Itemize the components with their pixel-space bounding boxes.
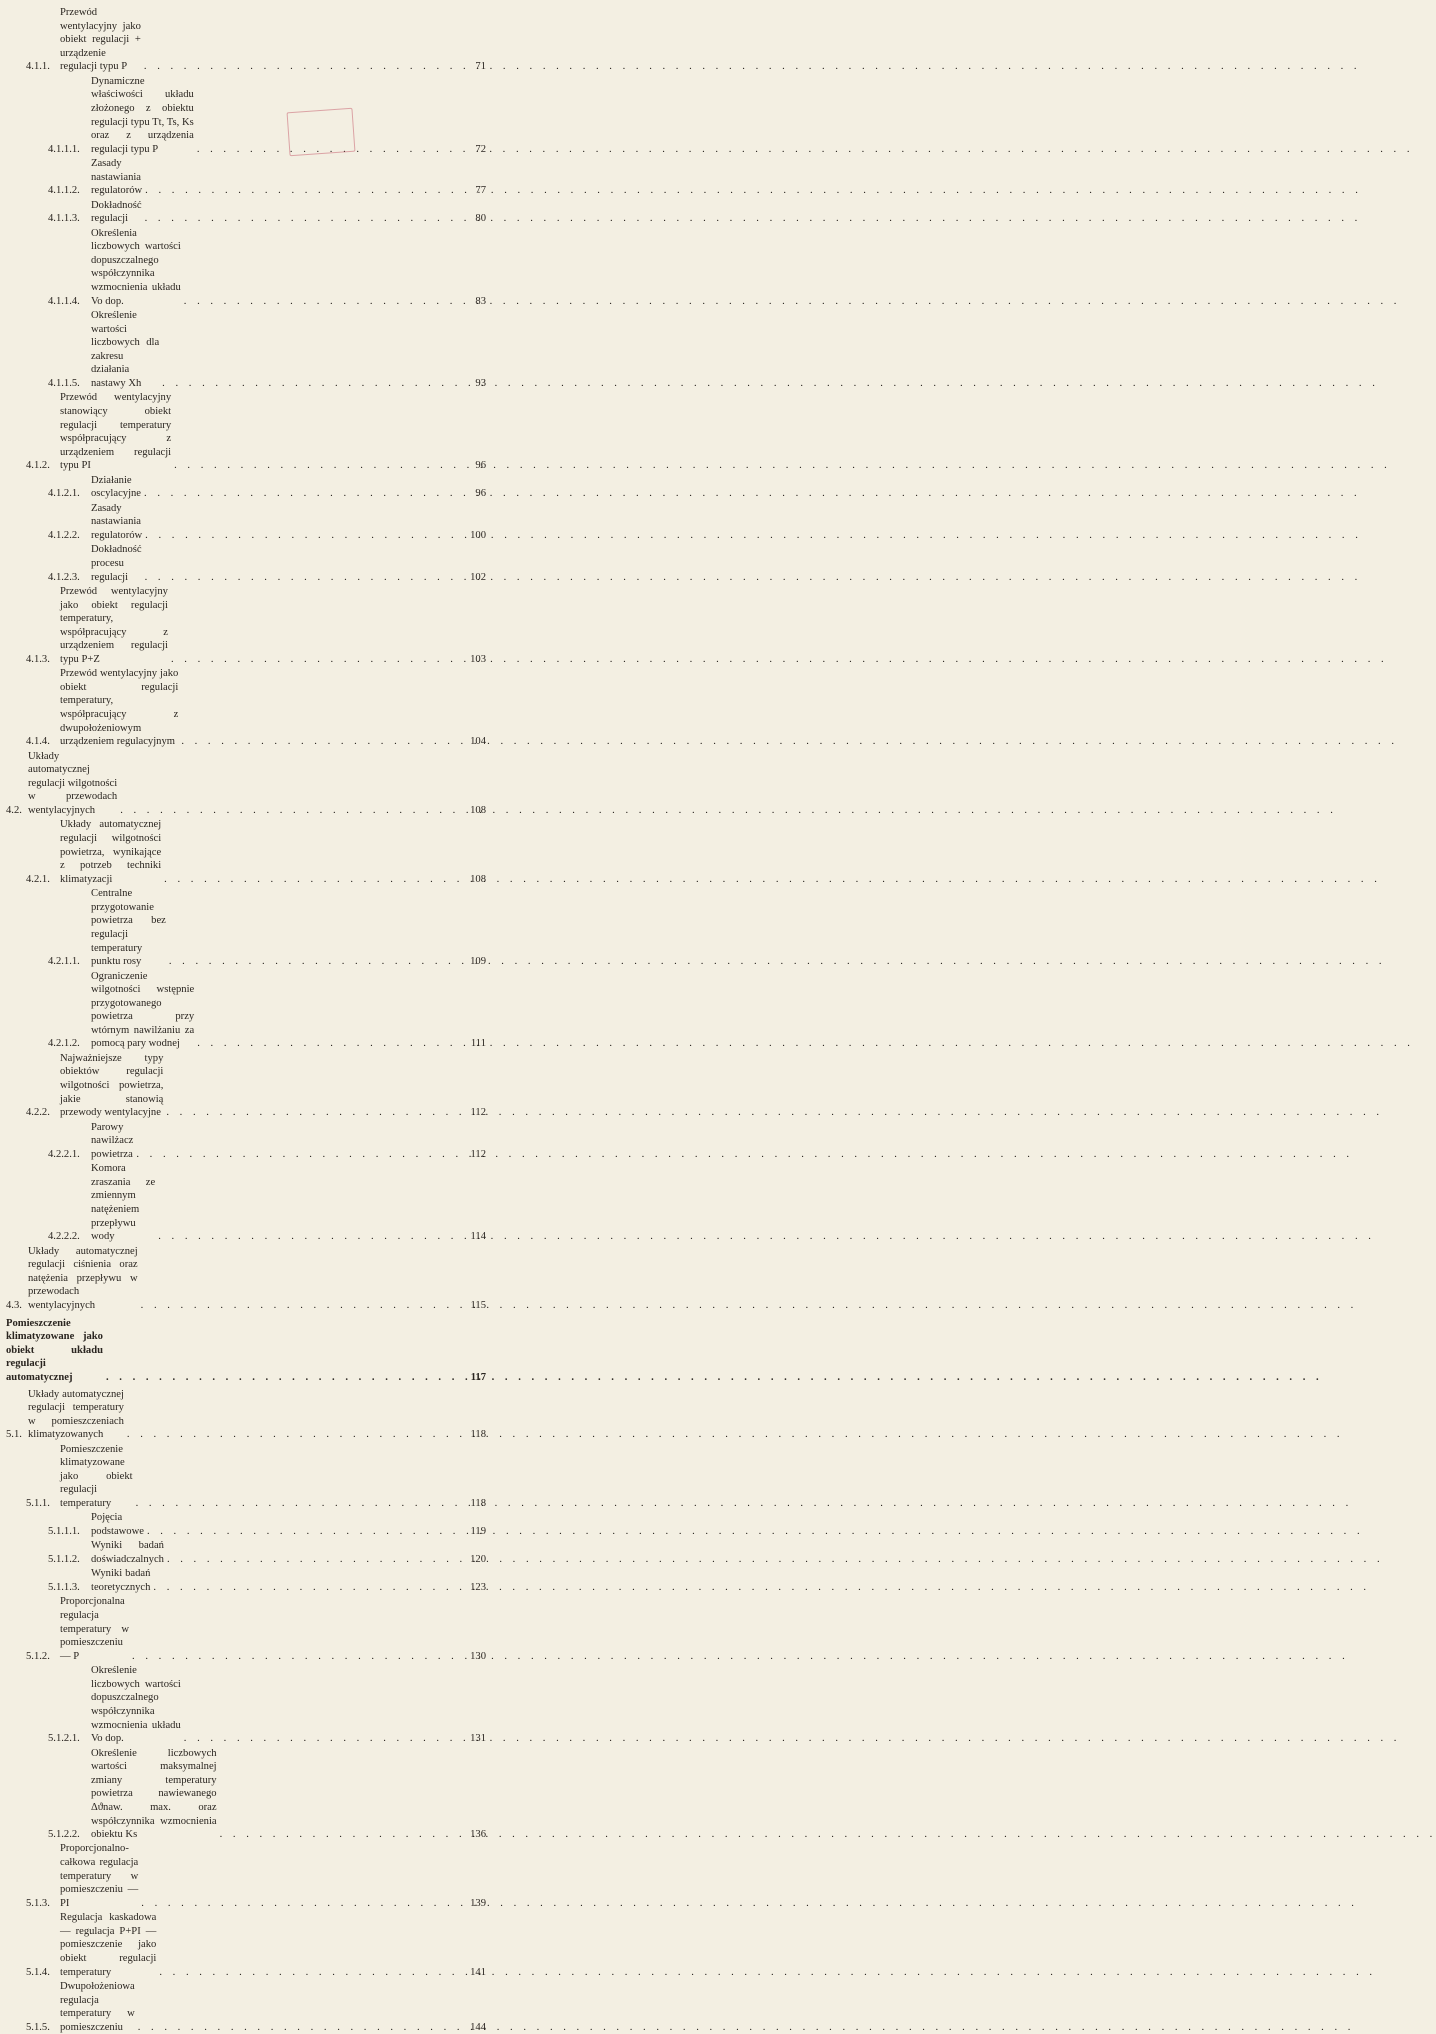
- toc-entry-title: Układy automatycznej regulacji wilgotności powietrza, wynikające z potrzeb techniki klimatyzacji: [60, 819, 162, 885]
- toc-entry-number: 4.1.1.: [26, 61, 50, 73]
- toc-entry-page: 144: [470, 2021, 486, 2033]
- toc-entry-page: 77: [475, 185, 486, 197]
- toc-entry-title: Przewód wentylacyjny stanowiący obiekt regulacji temperatury współpracujący z urządzeniem regulacji typu PI: [60, 392, 172, 472]
- toc-entry: [6, 750, 486, 818]
- toc-entry-number: 4.1.2.: [26, 460, 50, 472]
- toc-entry-number: 4.2.1.2.: [48, 1038, 80, 1050]
- dot-leader: [129, 1650, 458, 1664]
- toc-entry: [6, 157, 486, 198]
- toc-entry-page: 109: [470, 956, 486, 968]
- toc-entry-number: 5.1.2.1.: [48, 1733, 80, 1745]
- toc-entry-page: 118: [470, 1498, 486, 1510]
- dot-leader: [142, 184, 458, 198]
- toc-entry: [6, 1980, 486, 2034]
- toc-entry-title: Układy automatycznej regulacji ciśnienia oraz natężenia przepływu w przewodach wentylacyjnych: [28, 1245, 138, 1311]
- toc-entry-number: 5.1.: [6, 1429, 22, 1441]
- toc-entry: [6, 227, 486, 309]
- toc-entry-number: 4.2.1.1.: [48, 956, 80, 968]
- toc-entry-number: 4.1.1.1.: [48, 143, 80, 155]
- toc-entry-number: 5.1.1.: [26, 1498, 50, 1510]
- toc-entry: [6, 585, 486, 667]
- toc-entry: [6, 75, 486, 157]
- toc-entry-number: 4.1.4.: [26, 736, 50, 748]
- dot-leader: [166, 955, 458, 969]
- toc-entry-title: Zasady nastawiania regulatorów: [91, 502, 143, 541]
- toc-entry-number: 5.1.1.2.: [48, 1554, 80, 1566]
- toc-entry: [6, 1317, 486, 1385]
- toc-entry: [6, 1567, 486, 1594]
- toc-entry-number: 4.2.1.: [26, 873, 50, 885]
- toc-entry-title: Proporcjonalna regulacja temperatury w pomieszczeniu — P: [60, 1596, 130, 1662]
- dot-leader: [135, 2021, 458, 2034]
- toc-entry-page: 83: [475, 295, 486, 307]
- toc-entry-page: 139: [470, 1897, 486, 1909]
- toc-entry-page: 108: [470, 805, 486, 816]
- toc-entry-number: 5.1.3.: [26, 1897, 50, 1909]
- toc-entry-page: 123: [470, 1582, 486, 1594]
- dot-leader: [133, 1148, 458, 1162]
- dot-leader: [194, 1037, 458, 1051]
- toc-entry-title: Układy automatycznej regulacji temperatury w pomieszczeniach klimatyzowanych: [28, 1388, 124, 1441]
- dot-leader: [159, 377, 458, 391]
- toc-entry: [6, 309, 486, 391]
- toc-entry: [6, 199, 486, 226]
- toc-entry-page: 117: [470, 1371, 486, 1383]
- toc-entry-title: Pomieszczenie klimatyzowane jako obiekt układu regulacji automatycznej: [6, 1317, 103, 1383]
- dot-leader: [142, 529, 458, 543]
- toc-entry-number: 5.1.5.: [26, 2021, 50, 2033]
- toc-entry-title: Pojęcia podstawowe: [91, 1512, 144, 1538]
- toc-entry: [6, 1245, 486, 1313]
- toc-entry-number: 4.1.1.4.: [48, 295, 80, 307]
- toc-entry-page: 80: [475, 213, 486, 225]
- dot-leader: [178, 735, 458, 749]
- toc-entry-number: 5.1.1.3.: [48, 1582, 80, 1594]
- dot-leader: [181, 1732, 458, 1746]
- toc-entry-page: 136: [470, 1829, 486, 1841]
- dot-leader: [155, 1230, 458, 1244]
- toc-entry-page: 100: [470, 529, 486, 541]
- toc-entry: [6, 543, 486, 584]
- toc-entry-page: 141: [470, 1966, 486, 1978]
- dot-leader: [181, 295, 458, 309]
- dot-leader: [141, 487, 458, 501]
- library-stamp: [287, 108, 356, 156]
- toc-entry: [6, 818, 486, 886]
- toc-entry-number: 4.1.2.3.: [48, 571, 80, 583]
- toc-entry-page: 102: [470, 571, 486, 583]
- dot-leader: [138, 1299, 458, 1313]
- toc-entry-page: 93: [475, 378, 486, 390]
- dot-leader: [117, 804, 458, 818]
- toc-entry: [6, 1911, 486, 1979]
- toc-entry-title: Najważniejsze typy obiektów regulacji wilgotności powietrza, jakie stanowią przewody wentylacyjne: [60, 1052, 164, 1119]
- toc-entry-page: 120: [470, 1554, 486, 1566]
- dot-leader: [156, 1966, 458, 1980]
- toc-entry-page: 115: [470, 1299, 486, 1311]
- dot-leader: [163, 1106, 458, 1120]
- toc-entry-title: Pomieszczenie klimatyzowane jako obiekt regulacji temperatury: [60, 1443, 133, 1510]
- dot-leader: [142, 212, 458, 226]
- toc-entry-title: Ograniczenie wilgotności wstępnie przygotowanego powietrza przy wtórnym nawilżaniu za pomocą pary wodnej: [91, 970, 195, 1050]
- toc-entry: [6, 1121, 486, 1162]
- toc-entry: [6, 1388, 486, 1442]
- toc-entry-title: Dokładność procesu regulacji: [91, 544, 142, 583]
- toc-entry-title: Określenie liczbowych wartości dopuszczalnego współczynnika wzmocnienia układu Vo dop.: [91, 1665, 181, 1745]
- dot-leader: [150, 1581, 458, 1595]
- toc-entry-page: 108: [470, 873, 486, 885]
- toc-entry-title: Określenie wartości liczbowych dla zakresu działania nastawy Xh: [91, 310, 160, 390]
- toc-entry: [6, 6, 486, 74]
- toc-entry-page: 96: [475, 460, 486, 472]
- toc-entry-number: 5.1.2.: [26, 1650, 50, 1662]
- toc-entry-title: Dokładność regulacji: [91, 199, 142, 225]
- toc-entry-page: 103: [470, 653, 486, 665]
- toc-entry-title: Proporcjonalno-całkowa regulacja temperatury w pomieszczeniu — PI: [60, 1843, 139, 1909]
- toc-entry-title: Wyniki badań teoretycznych: [91, 1568, 151, 1594]
- toc-entry-number: 4.2.2.: [26, 1107, 50, 1119]
- toc-entry-page: 118: [470, 1429, 486, 1441]
- dot-leader: [217, 1828, 458, 1842]
- toc-entry-title: Przewód wentylacyjny jako obiekt regulacji + urządzenie regulacji typu P: [60, 7, 141, 73]
- toc-entry-number: 4.1.1.3.: [48, 213, 80, 225]
- dot-leader: [103, 1371, 458, 1385]
- toc-entry-title: Komora zraszania ze zmiennym natężeniem przepływu wody: [91, 1163, 156, 1243]
- toc-entry-title: Centralne przygotowanie powietrza bez regulacji temperatury punktu rosy: [91, 888, 166, 968]
- dot-leader: [144, 1525, 458, 1539]
- dot-leader: [124, 1428, 458, 1442]
- toc-entry-number: 5.1.4.: [26, 1966, 50, 1978]
- toc-entry-page: 111: [470, 1038, 486, 1050]
- toc-entry-page: 119: [470, 1526, 486, 1538]
- toc-entry-title: Dwupołożeniowa regulacja temperatury w pomieszczeniu: [60, 1981, 135, 2033]
- toc-entry-number: 4.1.1.2.: [48, 185, 80, 197]
- toc-entry: [6, 391, 486, 473]
- toc-entry: [6, 667, 486, 749]
- toc-entry-page: 104: [470, 736, 486, 748]
- dot-leader: [164, 1553, 458, 1567]
- toc-entry-number: 5.1.1.1.: [48, 1526, 80, 1538]
- toc-entry: [6, 1595, 486, 1663]
- toc-entry-title: Regulacja kaskadowa — regulacja P+PI — pomieszczenie jako obiekt regulacji temperatury: [60, 1912, 157, 1978]
- toc-entry-page: 112: [470, 1148, 486, 1160]
- toc-entry: [6, 502, 486, 543]
- toc-entry-number: 4.1.2.1.: [48, 488, 80, 500]
- toc-entry: [6, 1511, 486, 1538]
- dot-leader: [141, 60, 458, 74]
- toc-entry-title: Określenie liczbowych wartości maksymalnej zmiany temperatury powietrza nawiewanego Δϑnaw. max. oraz współczynnika wzmocnienia obiektu Ks: [91, 1747, 217, 1841]
- toc-entry-page: 112: [470, 1107, 486, 1119]
- toc-entry: [6, 1539, 486, 1566]
- toc-entry-number: 4.2.2.1.: [48, 1148, 80, 1160]
- toc-entry-number: 4.2.: [6, 805, 22, 816]
- dot-leader: [171, 459, 458, 473]
- toc-entry: [6, 887, 486, 969]
- toc-entry: [6, 1052, 486, 1120]
- toc-entry-number: 4.2.2.2.: [48, 1231, 80, 1243]
- toc-entry-page: 72: [475, 143, 486, 155]
- toc-entry: [6, 1842, 486, 1910]
- toc-entry-page: 131: [470, 1733, 486, 1745]
- dot-leader: [133, 1497, 458, 1511]
- toc-entry-page: 130: [470, 1650, 486, 1662]
- toc-entry-title: Przewód wentylacyjny jako obiekt regulacji temperatury, współpracujący z urządzeniem regulacji typu P+Z: [60, 585, 168, 665]
- toc-entry-title: Układy automatycznej regulacji wilgotności w przewodach wentylacyjnych: [28, 750, 118, 816]
- table-of-contents: [6, 6, 486, 2034]
- dot-leader: [161, 873, 458, 887]
- toc-entry-title: Przewód wentylacyjny jako obiekt regulacji temperatury, współpracujący z dwupołożeniowym urządzeniem regulacyjnym: [60, 668, 179, 748]
- toc-entry: [6, 1747, 486, 1842]
- toc-entry: [6, 970, 486, 1052]
- toc-entry-title: Wyniki badań doświadczalnych: [91, 1540, 164, 1566]
- toc-entry-title: Dynamiczne właściwości układu złożonego z obiektu regulacji typu Tt, Ts, Ks oraz z urządzenia regulacji typu P: [91, 75, 194, 155]
- toc-page: [0, 0, 500, 2033]
- dot-leader: [138, 1897, 458, 1911]
- toc-entry: [6, 1162, 486, 1244]
- toc-entry-number: 4.3.: [6, 1299, 22, 1311]
- dot-leader: [142, 571, 458, 585]
- toc-entry-number: 5.1.2.2.: [48, 1829, 80, 1841]
- toc-entry-page: 114: [470, 1231, 486, 1243]
- toc-entry-title: Działanie oscylacyjne: [91, 474, 142, 500]
- dot-leader: [168, 653, 458, 667]
- toc-entry-title: Zasady nastawiania regulatorów: [91, 158, 143, 197]
- toc-entry: [6, 1443, 486, 1511]
- toc-entry-number: 4.1.1.5.: [48, 378, 80, 390]
- toc-entry-number: 4.1.3.: [26, 653, 50, 665]
- toc-entry-page: 71: [475, 61, 486, 73]
- toc-entry: [6, 474, 486, 501]
- toc-entry-title: Określenia liczbowych wartości dopuszczalnego współczynnika wzmocnienia układu Vo dop.: [91, 227, 181, 307]
- toc-entry-number: 4.1.2.2.: [48, 529, 80, 541]
- toc-entry-title: Parowy nawilżacz powietrza: [91, 1121, 134, 1160]
- toc-entry: [6, 1664, 486, 1746]
- toc-entry-page: 96: [475, 488, 486, 500]
